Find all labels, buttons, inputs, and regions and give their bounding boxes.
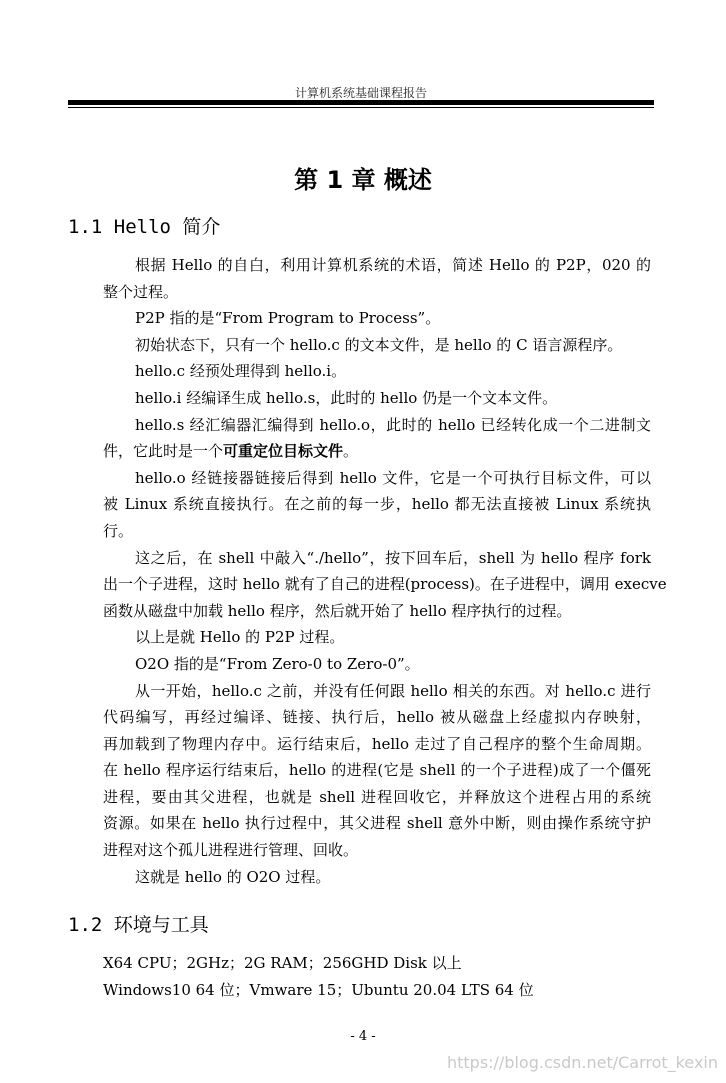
line-text: hello.c 经预处理得到 hello.i。	[135, 362, 347, 381]
line-text: hello.o 经链接器链接后得到 hello 文件，它是一个可执行目标文件，可以	[135, 468, 651, 487]
line-text: 以上是就 Hello 的 P2P 过程。	[135, 628, 345, 647]
line-text: O2O 指的是“From Zero-0 to Zero-0”。	[135, 654, 420, 673]
line-text: 件，它此时是一个	[103, 442, 224, 461]
line-text: 这之后，在 shell 中敲入“./hello”，按下回车后，shell 为 hello 程序 fork	[135, 548, 651, 567]
body-text-line	[103, 571, 667, 598]
line-text: P2P 指的是“From Program to Process”。	[135, 309, 441, 328]
body-text-line	[103, 678, 651, 705]
environment-software: Windows10 64 位；Vmware 15；Ubuntu 20.04 LTS 64 位	[103, 981, 534, 999]
line-text: hello.s 经汇编器汇编得到 hello.o，此时的 hello 已经转化成一个二进制文	[135, 415, 651, 434]
body-text-line	[103, 837, 651, 864]
section-heading-1-2: 1.2 环境与工具	[68, 914, 209, 936]
page-number: - 4 -	[350, 1029, 376, 1044]
body-text-line	[103, 465, 651, 492]
body-text-line	[103, 651, 651, 678]
header-thick-rule	[68, 100, 654, 105]
body-text-line	[103, 358, 651, 385]
line-text: 在 hello 程序运行结束后，hello 的进程(它是 shell 的一个子进程)成了一个僵死	[103, 761, 651, 780]
header-thin-rule	[68, 107, 654, 108]
body-text-line	[103, 279, 651, 306]
chapter-title: 第 1 章 概述	[294, 166, 432, 194]
body-text-line	[103, 252, 651, 279]
section-heading-1-1: 1.1 Hello 简介	[68, 216, 221, 238]
line-text: 从一开始，hello.c 之前，并没有任何跟 hello 相关的东西。对 hello.c 进行	[135, 681, 651, 700]
line-text: 再加载到了物理内存中。运行结束后，hello 走过了自己程序的整个生命周期。	[103, 734, 651, 753]
body-text-line	[103, 385, 651, 412]
line-text: 进程对这个孤儿进程进行管理、回收。	[103, 841, 359, 860]
body-text-line	[103, 545, 651, 572]
line-text: 行。	[103, 521, 134, 540]
bold-term: 可重定位目标文件	[223, 442, 344, 461]
line-text: 进程，要由其父进程，也就是 shell 进程回收它，并释放这个进程占用的系统	[103, 787, 651, 806]
body-text-line	[103, 491, 651, 518]
line-text: 被 Linux 系统直接执行。在之前的每一步，hello 都无法直接被 Linux 系统执	[103, 495, 651, 514]
body-text-line	[103, 332, 651, 359]
body-text-line	[103, 438, 651, 465]
body-text-line	[103, 624, 651, 651]
watermark: https://blog.csdn.net/Carrot_kexin	[446, 1053, 718, 1072]
line-text: 根据 Hello 的自白，利用计算机系统的术语，简述 Hello 的 P2P，020 的	[135, 256, 651, 274]
section-1-1-body	[103, 252, 667, 890]
body-text-line	[103, 864, 651, 891]
line-text: hello.i 经编译生成 hello.s，此时的 hello 仍是一个文本文件。	[135, 388, 558, 407]
line-text: 整个过程。	[103, 282, 179, 301]
body-text-line	[103, 731, 651, 758]
line-text: 初始状态下，只有一个 hello.c 的文本文件，是 hello 的 C 语言源程序。	[135, 335, 623, 354]
body-text-line	[103, 518, 651, 545]
line-text: 资源。如果在 hello 执行过程中，其父进程 shell 意外中断，则由操作系统守护	[103, 814, 651, 833]
environment-list	[103, 950, 534, 1004]
body-text-line	[103, 784, 651, 811]
line-text: 这就是 hello 的 O2O 过程。	[135, 867, 331, 886]
body-text-line	[103, 412, 651, 439]
body-text-line	[103, 704, 651, 731]
line-text: 出一个子进程，这时 hello 就有了自己的进程(process)。在子进程中，调用 execve	[103, 575, 667, 594]
body-text-line	[103, 598, 651, 625]
body-text-line	[103, 810, 651, 837]
line-text: 函数从磁盘中加载 hello 程序，然后就开始了 hello 程序执行的过程。	[103, 601, 572, 620]
environment-hardware: X64 CPU；2GHz；2G RAM；256GHD Disk 以上	[103, 954, 462, 972]
line-text: 代码编写，再经过编译、链接、执行后，hello 被从磁盘上经虚拟内存映射，	[103, 708, 651, 727]
body-text-line	[103, 305, 651, 332]
body-text-line	[103, 757, 651, 784]
running-header: 计算机系统基础课程报告	[294, 86, 427, 100]
line-tail: 。	[343, 442, 359, 461]
